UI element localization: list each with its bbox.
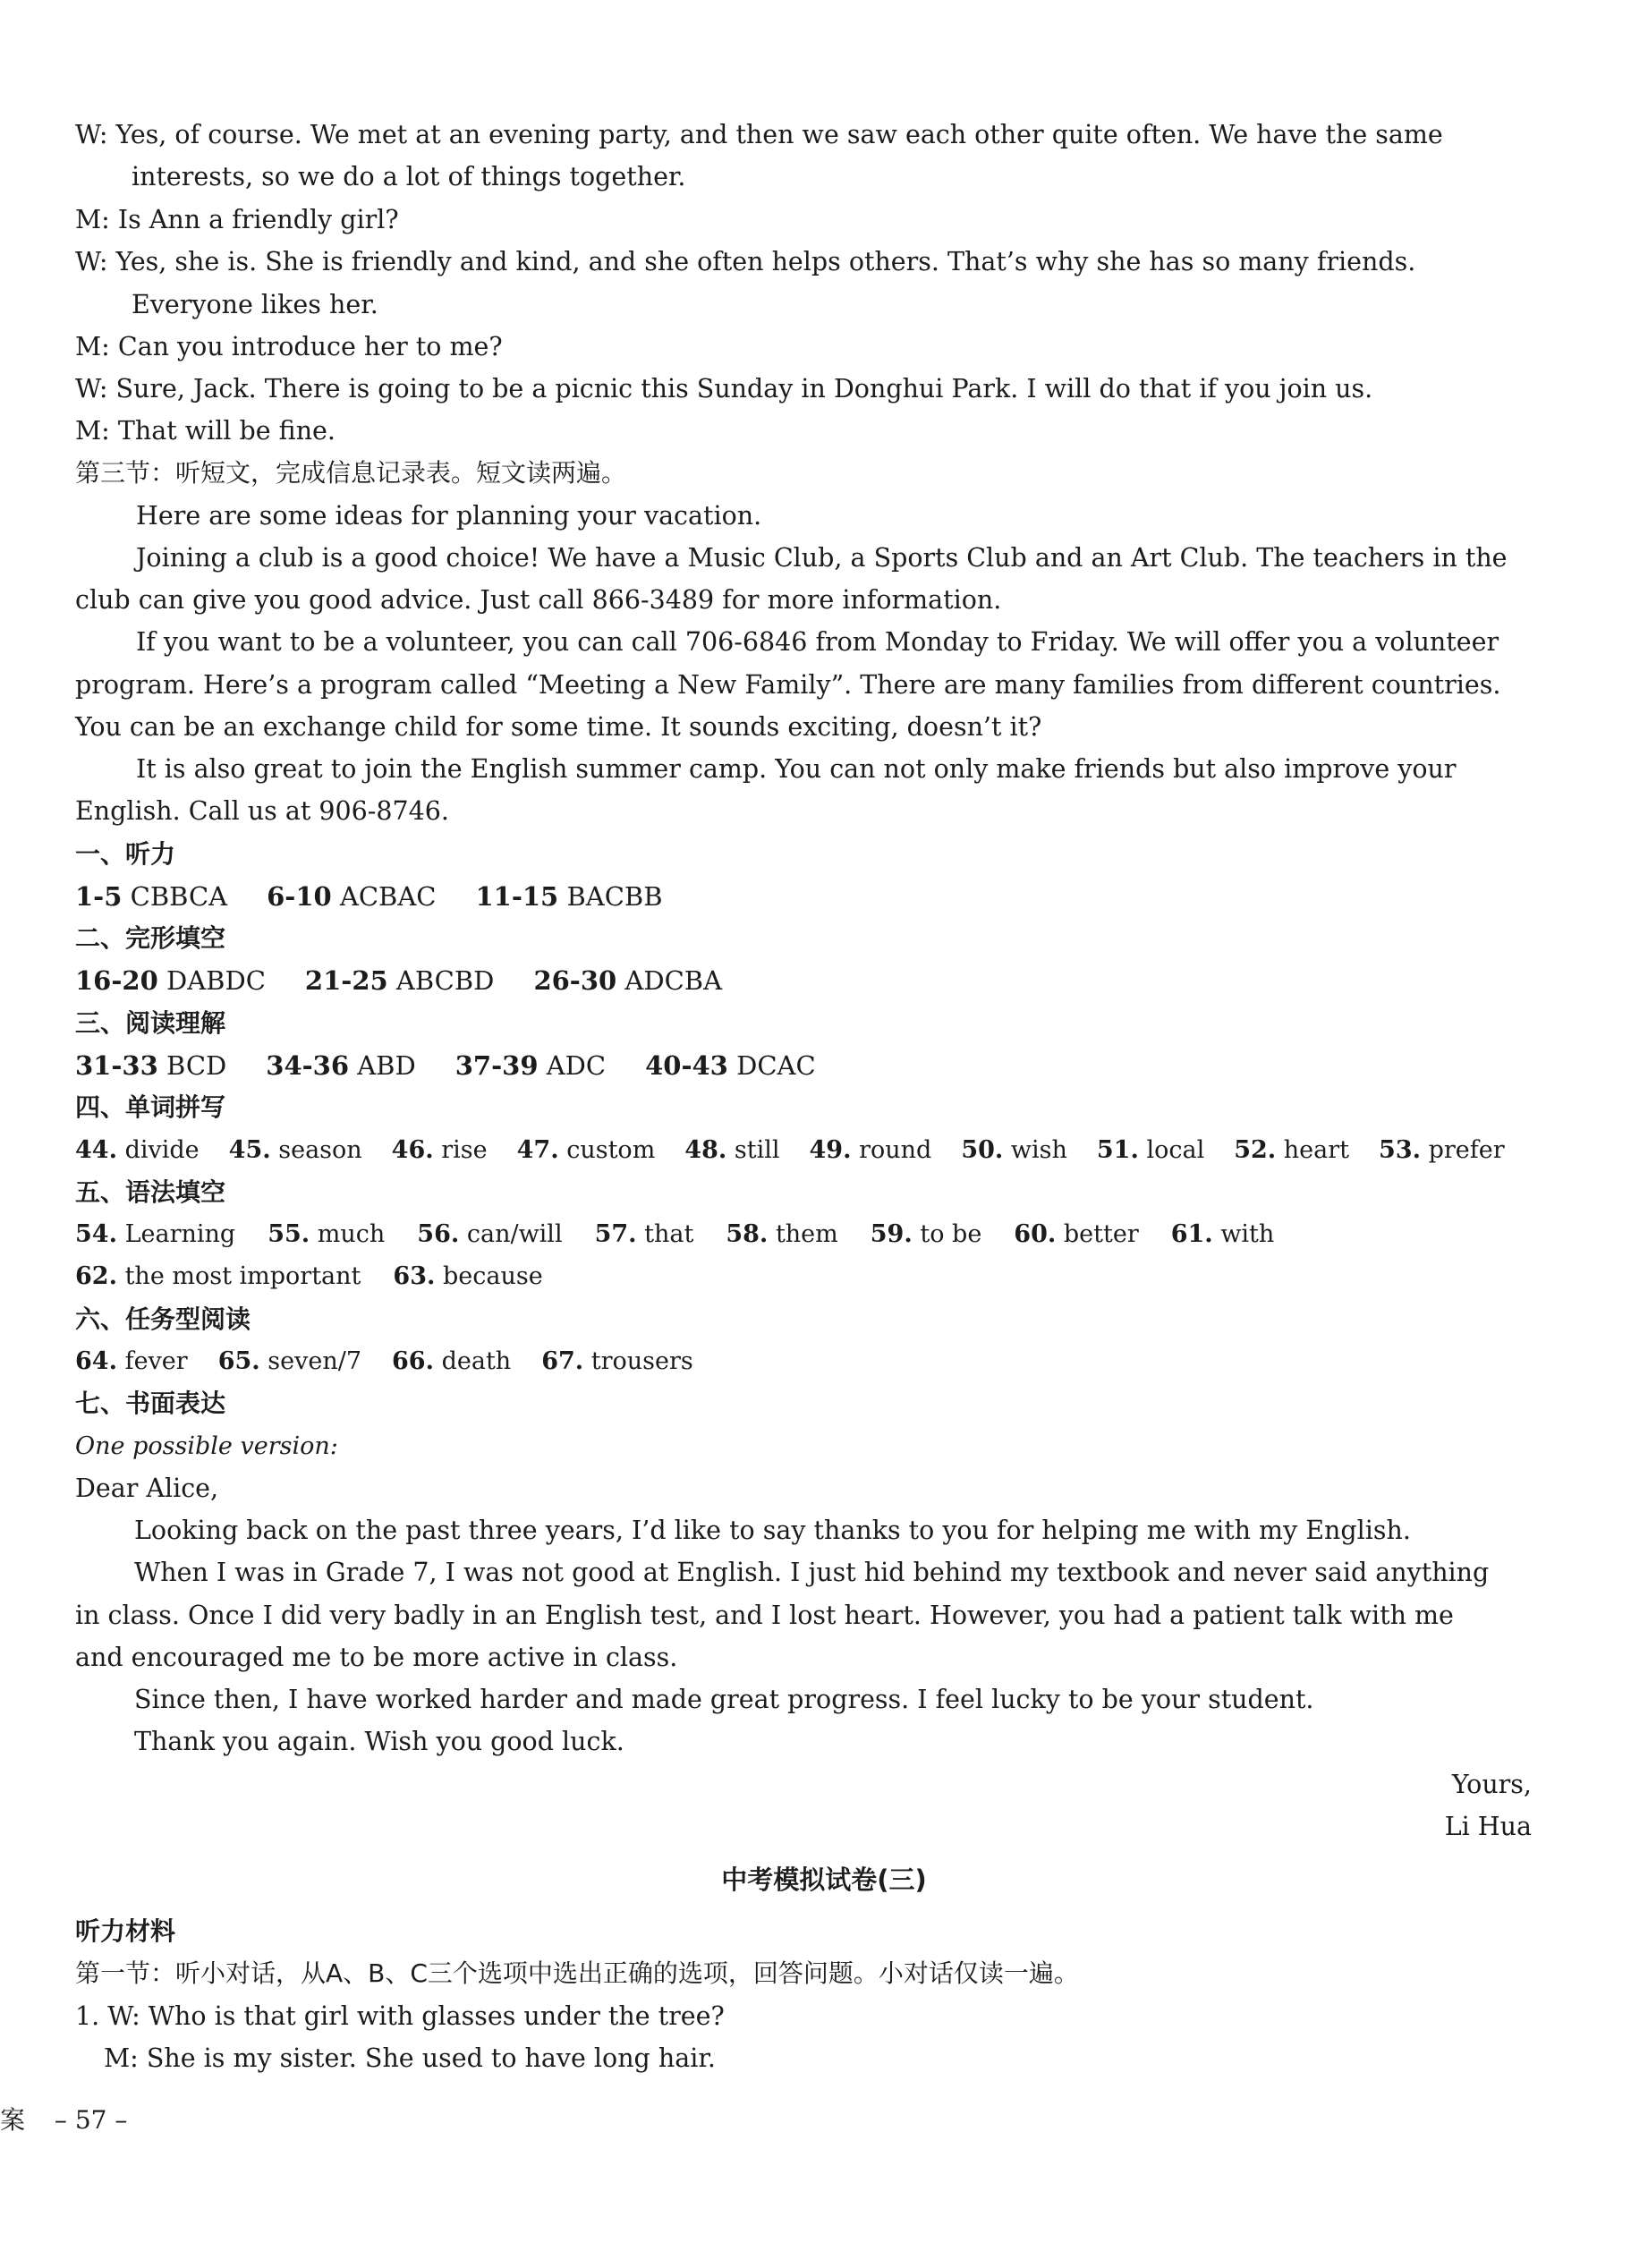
letter-signature: Li Hua [1444,1812,1532,1841]
answer-item: 37-39 ADC [454,1050,607,1081]
answers-heading-spelling: 四、单词拼写 [75,1092,226,1122]
answers-heading-writing: 七、书面表达 [75,1389,226,1418]
dialog-line: M: Is Ann a friendly girl? [75,205,399,234]
answer-item: 47. custom [516,1136,656,1164]
section-heading: 第一节：听小对话，从A、B、C三个选项中选出正确的选项，回答问题。小对话仅读一遍。 [75,1958,1079,1988]
answer-item: 48. still [684,1136,780,1164]
answer-item: 55. much [268,1220,386,1248]
dialog-line: Everyone likes her. [132,290,378,319]
version-label: One possible version: [75,1432,338,1460]
answers-row-grammar [75,1217,1532,1253]
answers-row-grammar-2 [75,1259,1532,1295]
passage-line: If you want to be a volunteer, you can call 706-6846 from Monday to Friday. We will offer you a volunteer [136,627,1499,657]
page-footer [0,2102,127,2138]
answers-row-spelling [75,1133,1532,1168]
answers-row-reading [75,1048,1532,1083]
answers-heading-reading: 三、阅读理解 [75,1008,226,1038]
letter-salutation: Dear Alice, [75,1474,219,1503]
answer-item: 61. with [1170,1220,1275,1248]
answer-item: 67. trousers [541,1347,693,1375]
answer-item: 26-30 ADCBA [533,965,723,996]
answers-row-listening [75,879,1532,914]
letter-line: in class. Once I did very badly in an English test, and I lost heart. However, you had a patient talk with me [75,1601,1454,1630]
passage-line: Joining a club is a good choice! We have a Music Club, a Sports Club and an Art Club. The teachers in the [136,543,1508,573]
page-number: – 57 – [54,2105,128,2135]
dialog-line: W: Yes, she is. She is friendly and kind, and she often helps others. That’s why she has so many friends. [75,247,1416,276]
dialog-line: M: Can you introduce her to me? [75,332,503,361]
answers-heading-grammar: 五、语法填空 [75,1177,226,1207]
answer-item: 49. round [809,1136,932,1164]
letter-line: When I was in Grade 7, I was not good at English. I just hid behind my textbook and never said anything [134,1558,1490,1587]
answer-item: 44. divide [75,1136,200,1164]
letter-line: and encouraged me to be more active in class. [75,1643,678,1672]
page-title: 中考模拟试卷(三) [721,1865,927,1895]
passage-line: English. Call us at 906-8746. [75,796,449,826]
answer-item: 46. rise [391,1136,488,1164]
answer-item: 50. wish [961,1136,1067,1164]
answer-item: 6-10 ACBAC [267,881,437,912]
answer-item: 65. seven/7 [217,1347,362,1375]
answers-row-cloze [75,963,1532,998]
letter-line: Looking back on the past three years, I’d like to say thanks to you for helping me with my English. [134,1516,1411,1545]
passage-line: It is also great to join the English summer camp. You can not only make friends but also improve your [136,754,1457,784]
answers-heading-cloze: 二、完形填空 [75,923,226,953]
dialog-line: M: That will be fine. [75,416,336,446]
dialog-line: interests, so we do a lot of things together. [132,162,686,191]
answers-heading-task-reading: 六、任务型阅读 [75,1304,251,1334]
answer-item: 11-15 BACBB [475,881,663,912]
letter-line: Since then, I have worked harder and made great progress. I feel lucky to be your student. [134,1685,1314,1714]
answer-item: 64. fever [75,1347,188,1375]
footer-side-char: 案 [0,2105,26,2135]
section-heading: 第三节：听短文，完成信息记录表。短文读两遍。 [75,458,627,488]
passage-line: Here are some ideas for planning your vacation. [136,501,762,531]
answer-item: 52. heart [1234,1136,1350,1164]
letter-line: Thank you again. Wish you good luck. [134,1727,624,1756]
answer-item: 54. Learning [75,1220,236,1248]
answer-item: 51. local [1096,1136,1205,1164]
answer-item: 21-25 ABCBD [304,965,495,996]
dialog-line: W: Sure, Jack. There is going to be a picnic this Sunday in Donghui Park. I will do that if you join us. [75,374,1373,403]
passage-line: program. Here’s a program called “Meeting a New Family”. There are many families from different countries. [75,670,1501,700]
answer-item: 31-33 BCD [75,1050,227,1081]
answer-item: 45. season [228,1136,362,1164]
answers-row-task-reading [75,1344,1532,1380]
answer-item: 40-43 DCAC [645,1050,816,1081]
answer-item: 16-20 DABDC [75,965,266,996]
dialog-line: W: Yes, of course. We met at an evening party, and then we saw each other quite often. We have the same [75,120,1443,149]
answer-item: 66. death [392,1347,512,1375]
answer-item: 63. because [393,1262,543,1290]
letter-closing: Yours, [1451,1770,1532,1799]
answer-item: 59. to be [870,1220,982,1248]
answer-item: 1-5 CBBCA [75,881,228,912]
passage-line: You can be an exchange child for some time. It sounds exciting, doesn’t it? [75,712,1042,742]
answer-item: 57. that [594,1220,694,1248]
dialog-line: M: She is my sister. She used to have long hair. [104,2043,716,2073]
answer-item: 58. them [726,1220,838,1248]
answer-item: 56. can/will [417,1220,563,1248]
answers-heading-listening: 一、听力 [75,839,176,869]
answer-item: 53. prefer [1379,1136,1505,1164]
materials-heading: 听力材料 [75,1916,176,1946]
dialog-line: 1. W: Who is that girl with glasses under the tree? [75,2001,725,2031]
answer-item: 34-36 ABD [266,1050,416,1081]
answer-item: 62. the most important [75,1262,361,1290]
answer-item: 60. better [1014,1220,1139,1248]
passage-line: club can give you good advice. Just call 866-3489 for more information. [75,585,1002,615]
